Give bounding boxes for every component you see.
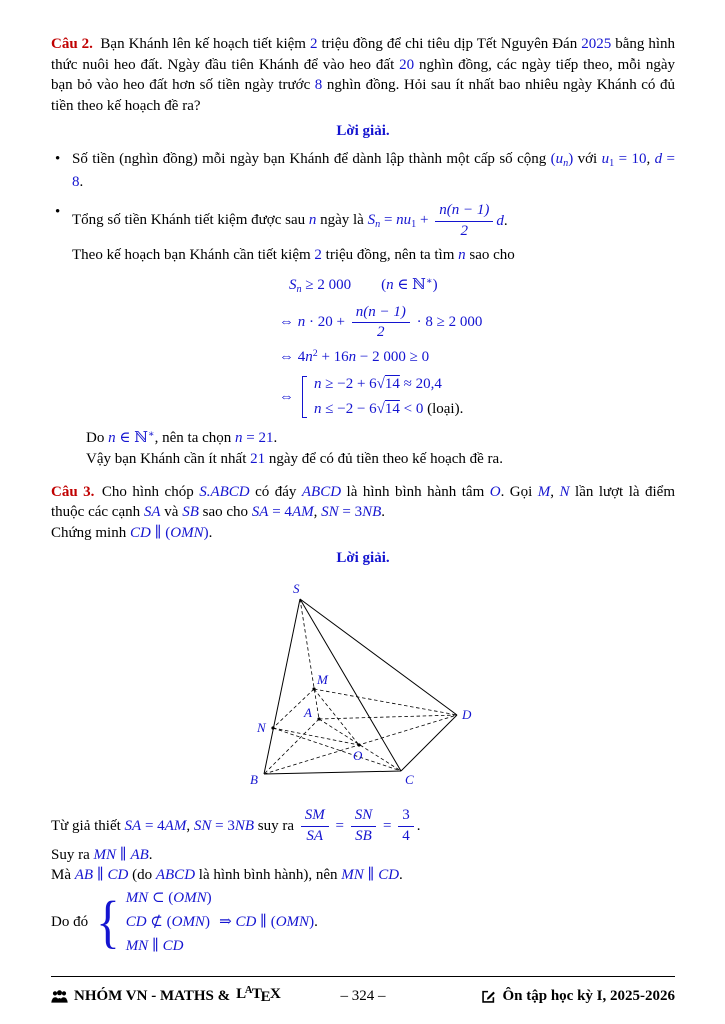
text-segment: n (305, 349, 313, 366)
text-segment: = 4 (141, 817, 165, 834)
system-row-2 (126, 912, 212, 933)
text-segment: 1 (609, 158, 615, 170)
page-content (51, 34, 675, 956)
text-segment: = 3 (338, 504, 363, 521)
text-segment: OMN (170, 524, 204, 541)
text-segment: NB (362, 504, 382, 521)
text-segment: SN (193, 817, 212, 834)
text-segment: < 0 (399, 401, 428, 418)
text-segment: AM (291, 504, 314, 521)
text-segment: Câu 2. (51, 36, 93, 52)
bullet2-text-b (496, 211, 507, 232)
text-segment: NB (234, 817, 254, 834)
bullet2-body (72, 202, 675, 265)
bullet-item-2 (51, 202, 675, 265)
edge-BC (264, 771, 401, 774)
fraction-numerator: n(n − 1) (352, 304, 410, 323)
system-left-brace: { (95, 889, 120, 955)
text-segment: . (314, 913, 318, 930)
text-segment: ABCD (155, 867, 196, 884)
text-segment: M (537, 483, 551, 500)
text-segment: = (380, 211, 397, 228)
text-segment: Chứng minh (51, 524, 130, 541)
text-segment: SA (251, 504, 269, 521)
system-rows (126, 888, 212, 956)
text-segment: triệu đồng để chi tiêu dịp Tết Nguyên Đán (317, 36, 582, 52)
text-segment: (loại). (427, 401, 464, 418)
text-segment: ≥ −2 + 6 (321, 375, 377, 392)
text-segment: MN (125, 937, 149, 954)
text-segment: ≥ 2 000 (301, 277, 352, 294)
text-segment: ) (568, 151, 574, 168)
bullet2-text-a (72, 210, 432, 232)
text-segment: = (379, 817, 396, 834)
text-segment: n (563, 158, 569, 170)
text-segment: . (503, 212, 508, 229)
fraction-SN-over-SB (351, 807, 377, 845)
bullet1-text (72, 149, 675, 192)
text-segment: nu (396, 211, 412, 228)
bullet2-formula-line (72, 202, 675, 240)
text-segment: n (314, 401, 322, 418)
text-segment: 2 (314, 246, 322, 263)
text-segment: (do (128, 867, 156, 884)
text-segment: = (331, 817, 348, 834)
text-segment: CD (129, 524, 151, 541)
figure-label-O: O (353, 748, 363, 764)
point-N (271, 727, 274, 730)
text-segment: ) (204, 913, 210, 930)
cau2-equation-block (279, 275, 675, 420)
text-segment: AB (130, 846, 149, 863)
text-segment: Câu 3. (51, 483, 95, 500)
text-segment: n (108, 430, 116, 447)
latex-A: A (244, 985, 253, 997)
text-segment: = 10 (614, 151, 647, 168)
text-segment: nghìn đồng, các ngày tiếp theo, mỗi ngày bạn bỏ vào heo đất hơn số tiền ngày trước (51, 56, 676, 94)
text-segment: 2 (312, 348, 318, 360)
fraction-n-n-1-over-2 (435, 202, 493, 240)
fraction-denominator: SA (306, 827, 324, 844)
text-segment: ∥ ( (150, 524, 171, 541)
text-segment: ( (381, 277, 387, 294)
text-segment: CD (378, 867, 400, 884)
figure-label-C: C (405, 772, 414, 788)
text-segment: sao cho (465, 246, 515, 263)
text-segment: ∈ ℕ (115, 430, 148, 447)
fraction-denominator: 2 (460, 222, 469, 239)
text-segment: n (235, 430, 243, 447)
text-segment: ∈ ℕ (393, 277, 426, 294)
text-segment: ∗ (425, 276, 433, 288)
text-segment: OMN (171, 913, 205, 930)
edit-icon (481, 989, 496, 1004)
dodo-text (51, 912, 92, 933)
equation-line-1 (279, 275, 675, 297)
text-segment: u (555, 151, 564, 168)
latex-X: X (269, 986, 281, 1003)
text-segment: suy ra (254, 817, 298, 834)
text-segment: n (296, 284, 302, 296)
text-segment: S (367, 211, 376, 228)
text-segment: ∥ (148, 937, 163, 954)
text-segment: ⇔ (279, 313, 298, 330)
text-segment: − 2 000 ≥ 0 (356, 349, 430, 366)
cau3-problem-paragraph (51, 482, 675, 523)
bullet-marker (55, 149, 72, 192)
equation-line-2 (279, 304, 675, 342)
page-number: – 324 – (340, 987, 386, 1004)
edge-SD (300, 599, 457, 715)
bullet-marker (55, 202, 72, 265)
figure-label-D: D (462, 707, 472, 723)
cases-rows (314, 374, 463, 420)
text-segment: CD (235, 913, 257, 930)
text-segment: ∥ (363, 867, 379, 884)
edge-SB (264, 599, 300, 774)
ratio-line-text (51, 816, 298, 837)
cases-left-bracket (302, 376, 307, 418)
text-segment: AB (74, 867, 94, 884)
fraction-denominator: 2 (377, 323, 385, 340)
text-segment: n (348, 349, 357, 366)
text-segment: Bạn Khánh lên kế hoạch tiết kiệm (92, 36, 310, 52)
text-segment: ABCD (301, 483, 342, 500)
cau3-ratio-line (51, 807, 675, 845)
text-segment: . (273, 430, 278, 447)
pyramid-figure-svg (223, 576, 503, 801)
footer-right-text: Ôn tập học kỳ I, 2025-2026 (502, 987, 675, 1004)
text-segment: O (489, 483, 501, 500)
latex-E: E (260, 989, 271, 1006)
text-segment: SA (124, 817, 142, 834)
text-segment: , (186, 817, 194, 834)
text-segment: √ (376, 375, 385, 392)
fraction-denominator: SB (355, 827, 372, 844)
cau2-solution-bullets (51, 149, 675, 265)
text-segment: CD (125, 913, 147, 930)
text-segment: · 8 ≥ 2 000 (412, 313, 483, 330)
equiv-arrow (279, 387, 294, 408)
text-segment: SN (321, 504, 339, 521)
case-row-2 (314, 399, 463, 420)
text-segment: MN (125, 890, 149, 907)
text-segment: ) (309, 913, 315, 930)
cau2-solution-header: Lời giải. (336, 122, 390, 139)
text-segment: ≤ −2 − 6 (321, 401, 377, 418)
text-segment: . (399, 867, 403, 884)
text-segment: AM (164, 817, 187, 834)
text-segment: . (208, 524, 213, 541)
text-segment: ⇒ (211, 913, 236, 930)
text-segment: √ (376, 401, 385, 418)
text-segment: có đáy (249, 483, 302, 500)
text-segment: Cho hình chóp (94, 483, 200, 500)
equation-2-text-b (413, 312, 482, 333)
text-segment: ngày để có đủ tiền theo kế hoạch đề ra. (265, 450, 503, 467)
text-segment: bằng hình thức nuôi heo đất. Ngày đầu tiên Khánh để vào heo đất (51, 36, 676, 73)
bullet-item-1 (51, 149, 675, 192)
point-O (357, 744, 360, 747)
figure-label-N: N (257, 720, 266, 736)
point-M (312, 688, 315, 691)
equals-sign (332, 816, 348, 837)
text-segment: u (601, 151, 610, 168)
segment-MD-dashed (314, 689, 457, 715)
text-segment: CD (107, 867, 129, 884)
text-segment: , (313, 504, 322, 521)
equation-line-4-cases (279, 374, 675, 420)
figure-label-A: A (304, 705, 312, 721)
text-segment: ∥ (116, 846, 131, 863)
text-segment: SA (143, 504, 161, 521)
footer-left (51, 984, 341, 1008)
cau3-solution-header: Lời giải. (336, 549, 390, 566)
ratio-line-period (417, 816, 421, 837)
text-segment: 20 (399, 56, 415, 73)
text-segment: Do đó (51, 913, 92, 930)
text-segment: , (550, 483, 560, 500)
system-row-1 (126, 888, 212, 909)
cau3-ma-line (51, 865, 675, 886)
text-segment: ( (550, 151, 556, 168)
text-segment: + (416, 211, 433, 228)
equation-3-text (279, 347, 429, 368)
text-segment: n (308, 211, 317, 228)
text-segment: N (559, 483, 570, 500)
text-segment: lần lượt là điểm thuộc các cạnh (51, 483, 676, 521)
footer-right (386, 986, 676, 1007)
text-segment: OMN (173, 890, 207, 907)
segment-MO-dashed (314, 689, 359, 745)
text-segment: SB (182, 504, 199, 521)
text-segment: S.ABCD (199, 483, 250, 500)
text-segment: 21 (250, 450, 266, 467)
text-segment: ⊄ ( (146, 913, 172, 930)
text-segment: 2 (309, 36, 318, 52)
text-segment: triệu đồng, nên ta tìm (321, 246, 459, 263)
text-segment: nghìn đồng. Hỏi sau ít nhất bao nhiêu ngày Khánh có đủ tiền theo kế hoạch đề ra? (51, 77, 675, 115)
cau2-conclusion-2 (86, 449, 675, 470)
text-segment: d (496, 212, 504, 229)
figure-label-B: B (250, 772, 258, 788)
text-segment: , (646, 151, 655, 168)
text-segment: , nên ta chọn (154, 430, 236, 447)
cau3-prove-line (51, 523, 675, 544)
fraction-numerator: n(n − 1) (435, 202, 493, 221)
text-segment: d (654, 151, 663, 168)
latex-T: T (251, 986, 262, 1003)
implies-conclusion (212, 912, 318, 933)
text-segment: ∥ (93, 867, 108, 884)
fraction-denominator: 4 (402, 827, 410, 844)
cau3-suyra-line (51, 845, 675, 866)
text-segment: Vậy bạn Khánh cần ít nhất (86, 450, 251, 467)
text-segment: 14 (384, 375, 400, 392)
text-segment: . Gọi (500, 483, 538, 500)
text-segment: n (314, 375, 322, 392)
pyramid-figure (51, 576, 675, 801)
text-segment: + 16 (317, 349, 349, 366)
text-segment: Số tiền (nghìn đồng) mỗi ngày bạn Khánh để dành lập thành một cấp số cộng (72, 151, 551, 168)
case-row-1 (314, 374, 463, 395)
figure-label-M: M (317, 672, 328, 688)
text-segment: n (297, 313, 306, 330)
cau3-system-line (51, 888, 675, 956)
text-segment: với (573, 151, 602, 168)
equation-1-text (289, 275, 438, 297)
text-segment: Mà (51, 867, 75, 884)
text-segment: = 21 (242, 430, 274, 447)
footer (51, 976, 675, 1008)
text-segment: MN (93, 846, 116, 863)
text-segment (351, 277, 381, 293)
text-segment: CD (162, 937, 184, 954)
text-segment: S (289, 277, 297, 294)
system-row-3 (126, 936, 212, 957)
text-segment: = 4 (268, 504, 292, 521)
equals-sign (379, 816, 395, 837)
text-segment: là hình bình hành tâm (341, 483, 490, 500)
text-segment: Tổng số tiền Khánh tiết kiệm được sau (72, 211, 309, 228)
text-segment: OMN (275, 913, 310, 930)
text-segment: . (381, 504, 386, 521)
text-segment: 14 (384, 401, 400, 418)
text-segment: Theo kế hoạch bạn Khánh cần tiết kiệm (72, 246, 315, 263)
cau2-conclusion-1 (86, 428, 675, 449)
segment-NC-dashed (273, 728, 401, 771)
edge-SC (300, 599, 401, 771)
text-segment: ) (203, 524, 209, 541)
point-A (317, 718, 320, 721)
figure-label-S: S (293, 581, 300, 597)
text-segment: . (148, 846, 153, 863)
text-segment: ⇔ (279, 388, 294, 405)
footer-left-text: NHÓM VN - MATHS & (74, 987, 231, 1004)
text-segment: n (458, 246, 466, 263)
text-segment: 2025 (581, 36, 612, 52)
text-segment: MN (341, 867, 364, 884)
edge-AD-dashed (319, 715, 457, 719)
text-segment: · 20 + (305, 313, 349, 330)
text-segment: ∥ ( (256, 913, 276, 930)
users-icon (51, 990, 68, 1003)
fraction-SM-over-SA (301, 807, 329, 845)
text-segment: n (386, 277, 394, 294)
text-segment: Suy ra (51, 846, 94, 863)
equation-line-3 (279, 347, 675, 368)
text-segment: . (416, 817, 421, 834)
fraction-n-n-1-over-2 (352, 304, 410, 342)
text-segment: = 8 (72, 151, 675, 190)
text-segment: ∗ (147, 429, 155, 441)
text-segment: 8 (314, 77, 323, 94)
text-segment: ngày là (316, 211, 368, 228)
text-segment: ) (206, 890, 212, 907)
edge-SA-dashed (300, 599, 319, 719)
text-segment: ⊂ ( (148, 890, 174, 907)
text-segment: 1 (411, 218, 417, 230)
text-segment: Do (86, 430, 109, 447)
text-segment: = 3 (211, 817, 235, 834)
latex-L: L (236, 986, 247, 1003)
text-segment: ) (432, 277, 438, 294)
text-segment: ⇔ 4 (279, 349, 306, 366)
latex-logo (236, 984, 281, 1008)
bullet2-second-line (72, 245, 675, 266)
text-segment: sao cho (198, 504, 252, 521)
fraction-3-over-4 (398, 807, 414, 845)
equation-2-text-a (279, 312, 349, 333)
text-segment: n (375, 218, 381, 230)
text-segment: và (160, 504, 183, 521)
text-segment: Từ giả thiết (51, 817, 125, 834)
fraction-numerator: SN (351, 807, 377, 826)
text-segment: là hình bình hành), nên (195, 867, 342, 884)
text-segment: . (79, 173, 84, 190)
text-segment: ≈ 20,4 (399, 375, 442, 392)
fraction-numerator: 3 (398, 807, 414, 826)
cau2-problem-paragraph (51, 34, 675, 117)
fraction-numerator: SM (301, 807, 329, 826)
